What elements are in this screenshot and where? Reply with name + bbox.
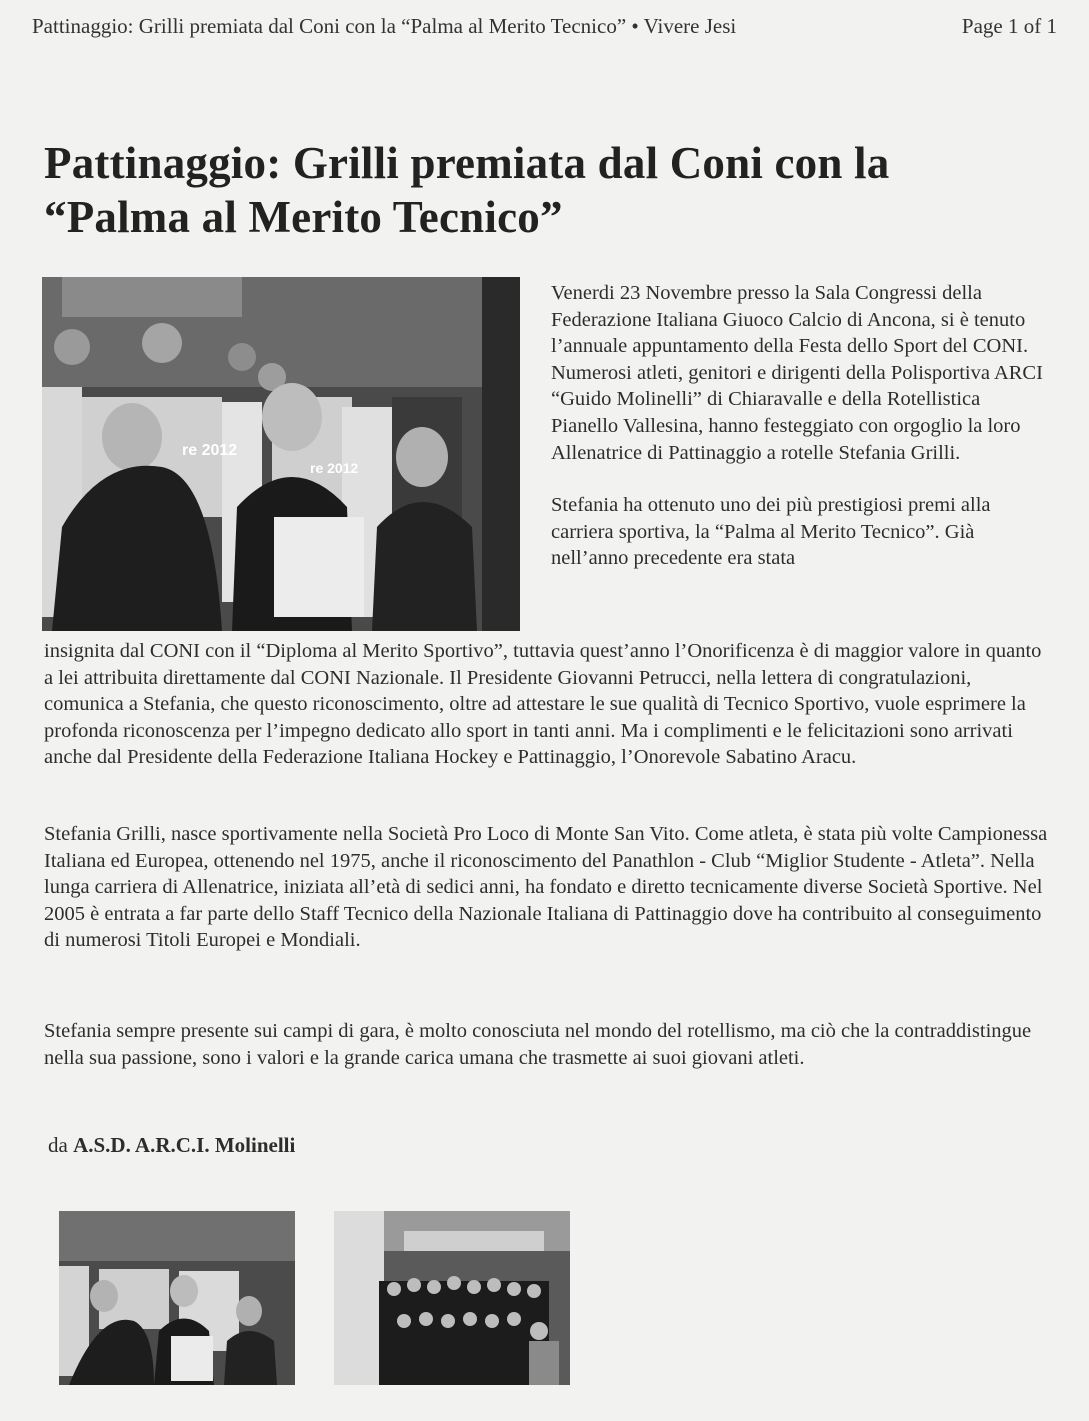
paragraph-2-start: Stefania ha ottenuto uno dei più prestigiosi premi alla carriera sportiva, la “Palma al Merito Tecnico”. Già nell’anno precedente era stata [551, 494, 991, 570]
paragraph-2-end: insignita dal CONI con il “Diploma al Merito Sportivo”, tuttavia quest’anno l’Onorificenza è di maggior valore in quanto a lei attribuita direttamente dal CONI Nazionale. Il Presidente Giovanni Petrucci, nella lettera di congratulazioni, comunica a Stefania, che questo riconoscimento, oltre ad attestare le sue qualità di Tecnico Sportivo, vuole esprimere la profonda riconoscenza per l’impegno dedicato allo sport in tanti anni. Ma i complimenti e le felicitazioni sono arrivati anche dal Presidente della Federazione Italiana Hockey e Pattinaggio, l’Onorevole Sabatino Aracu. [44, 640, 1042, 769]
paragraph-3: Stefania Grilli, nasce sportivamente nella Società Pro Loco di Monte San Vito. Come atleta, è stata più volte Campionessa Italiana ed Europea, ottenendo nel 1975, anche il riconoscimento del Panathlon - Club “Miglior Studente - Atleta”. Nella lunga carriera di Allenatrice, iniziata all’età di sedici anni, ha fondato e diretto tecnicamente diverse Società Sportive. Nel 2005 è entrata a far parte dello Staff Tecnico della Nazionale Italiana di Pattinaggio dove ha contribuito al conseguimento di numerosi Titoli Europei e Mondiali. [44, 823, 1048, 952]
banner-text-right: re 2012 [310, 460, 359, 476]
paragraph-4: Stefania sempre presente sui campi di gara, è molto conosciuta nel mondo del rotellismo, ma ciò che la contraddistingue nella sua passione, sono i valori e la grande carica umana che trasmette ai suoi giovani atleti. [44, 1020, 1032, 1069]
ceremony-thumbnail-photo [59, 1211, 295, 1385]
signature-prefix: da [48, 1133, 74, 1157]
paragraph-4-block [44, 1018, 1054, 1071]
banner-text-left: re 2012 [182, 442, 238, 459]
article-headline [44, 136, 1044, 244]
intro-paragraph: Venerdi 23 Novembre presso la Sala Congressi della Federazione Italiana Giuoco Calcio di Ancona, si è tenuto l’annuale appuntamento della Festa dello Sport del CONI. Numerosi atleti, genitori e dirigenti della Polisportiva ARCI “Guido Molinelli” di Chiaravalle e della Rotellistica Pianello Vallesina, hanno festeggiato con orgoglio la loro Allenatrice di Pattinaggio a rotelle Stefania Grilli. [551, 282, 1043, 464]
page-number: Page 1 of 1 [961, 14, 1057, 38]
page-header [32, 14, 1057, 44]
paragraph-2-continued [44, 638, 1054, 771]
team-group-photo [334, 1211, 570, 1385]
headline-line-2: “Palma al Merito Tecnico” [44, 192, 563, 242]
intro-column [551, 280, 1051, 572]
award-ceremony-photo [42, 277, 520, 631]
paragraph-3-block [44, 821, 1054, 954]
header-title: Pattinaggio: Grilli premiata dal Coni con la “Palma al Merito Tecnico” • Vivere Jesi [32, 14, 737, 38]
article-signature [48, 1133, 295, 1158]
headline-line-1: Pattinaggio: Grilli premiata dal Coni con la [44, 138, 890, 188]
signature-author: A.S.D. A.R.C.I. Molinelli [73, 1133, 296, 1157]
